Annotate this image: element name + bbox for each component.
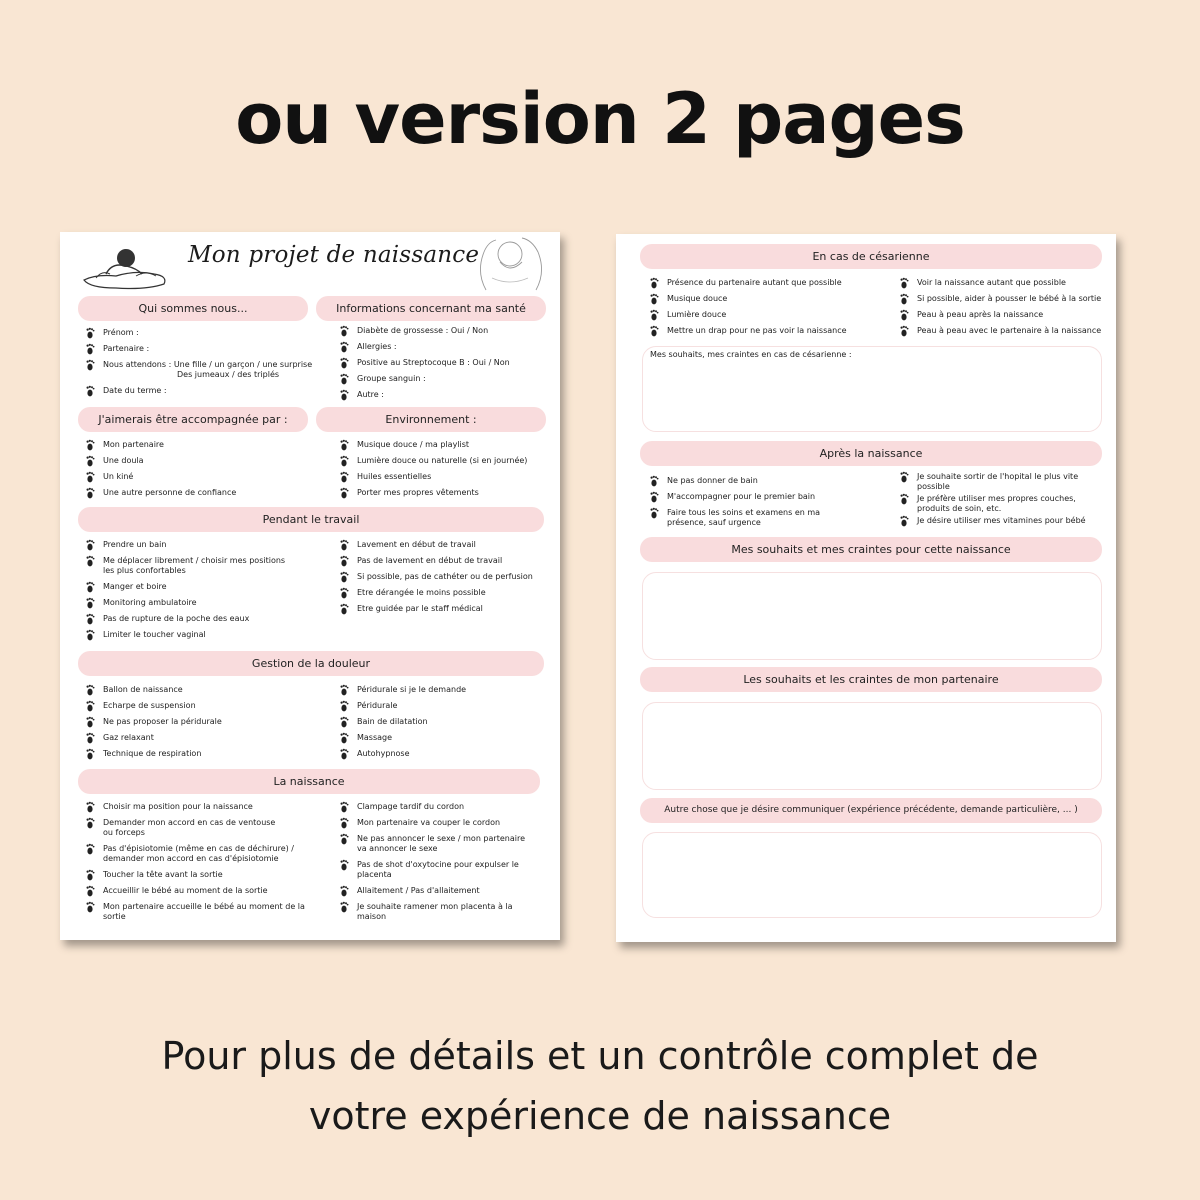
footprint-icon bbox=[85, 439, 96, 451]
list-item[interactable]: Ne pas proposer la péridurale bbox=[82, 717, 322, 727]
page-title: Mon projet de naissance bbox=[188, 242, 480, 268]
list-item-continuation: demander mon accord en cas d'épisiotomie bbox=[103, 854, 279, 863]
list-item[interactable]: Echarpe de suspension bbox=[82, 701, 322, 711]
footprint-icon bbox=[649, 277, 660, 289]
list-travail-right bbox=[336, 540, 550, 620]
list-item[interactable]: Autre : bbox=[336, 390, 546, 400]
list-naissance-left bbox=[82, 802, 322, 928]
footprint-icon bbox=[85, 869, 96, 881]
list-item[interactable]: Je souhaite ramener mon placenta à la bbox=[336, 902, 550, 912]
hands-holding-baby-illustration bbox=[466, 232, 550, 292]
footprint-icon bbox=[85, 748, 96, 760]
list-item[interactable]: Je souhaite sortir de l'hopital le plus vite bbox=[896, 472, 1112, 482]
list-item[interactable]: Date du terme : bbox=[82, 386, 322, 396]
list-item[interactable]: Etre guidée par le staff médical bbox=[336, 604, 550, 614]
list-item[interactable]: Toucher la tête avant la sortie bbox=[82, 870, 322, 880]
footprint-icon bbox=[339, 487, 350, 499]
footprint-icon bbox=[899, 293, 910, 305]
section-travail: Pendant le travail bbox=[78, 507, 544, 532]
list-item[interactable]: Allaitement / Pas d'allaitement bbox=[336, 886, 550, 896]
list-item[interactable]: Un kiné bbox=[82, 472, 322, 482]
list-item[interactable]: Pas de lavement en début de travail bbox=[336, 556, 550, 566]
list-item-continuation: ou forceps bbox=[103, 828, 145, 837]
section-sante: Informations concernant ma santé bbox=[316, 296, 546, 321]
list-item[interactable]: Huiles essentielles bbox=[336, 472, 546, 482]
partenaire-notes-box[interactable] bbox=[642, 702, 1102, 790]
souhaits-notes-box[interactable] bbox=[642, 572, 1102, 660]
footprint-icon bbox=[899, 309, 910, 321]
footprint-icon bbox=[339, 389, 350, 401]
list-item[interactable]: Demander mon accord en cas de ventouse bbox=[82, 818, 322, 828]
list-item[interactable]: Pas de rupture de la poche des eaux bbox=[82, 614, 322, 624]
footprint-icon bbox=[85, 581, 96, 593]
footprint-icon bbox=[339, 603, 350, 615]
footprint-icon bbox=[85, 327, 96, 339]
footprint-icon bbox=[339, 539, 350, 551]
list-item[interactable]: Présence du partenaire autant que possible bbox=[646, 278, 896, 288]
list-item[interactable]: Une doula bbox=[82, 456, 322, 466]
list-item[interactable]: Je désire utiliser mes vitamines pour bébé bbox=[896, 516, 1112, 526]
footprint-icon bbox=[339, 587, 350, 599]
footprint-icon bbox=[339, 700, 350, 712]
footprint-icon bbox=[85, 455, 96, 467]
section-accompagnee: J'aimerais être accompagnée par : bbox=[78, 407, 308, 432]
list-item[interactable]: Positive au Streptocoque B : Oui / Non bbox=[336, 358, 546, 368]
list-douleur-right bbox=[336, 685, 550, 765]
list-item-continuation: les plus confortables bbox=[103, 566, 186, 575]
footer-line-2: votre expérience de naissance bbox=[308, 1094, 892, 1138]
list-item[interactable]: Nous attendons : Une fille / un garçon / une surprise bbox=[82, 360, 322, 370]
list-item[interactable]: Musique douce bbox=[646, 294, 896, 304]
footprint-icon bbox=[339, 341, 350, 353]
section-autre: Autre chose que je désire communiquer (expérience précédente, demande particulière, ... ) bbox=[640, 798, 1102, 823]
footprint-icon bbox=[339, 684, 350, 696]
list-apres-left bbox=[646, 476, 886, 534]
list-item[interactable]: Groupe sanguin : bbox=[336, 374, 546, 384]
list-item[interactable]: Etre dérangée le moins possible bbox=[336, 588, 550, 598]
footprint-icon bbox=[339, 325, 350, 337]
list-item[interactable]: Mettre un drap pour ne pas voir la naissance bbox=[646, 326, 896, 336]
footprint-icon bbox=[85, 385, 96, 397]
list-item[interactable]: Monitoring ambulatoire bbox=[82, 598, 322, 608]
list-item[interactable]: Je préfère utiliser mes propres couches, bbox=[896, 494, 1112, 504]
footprint-icon bbox=[85, 885, 96, 897]
list-item[interactable]: M'accompagner pour le premier bain bbox=[646, 492, 886, 502]
baby-sleeping-illustration bbox=[76, 240, 172, 292]
footer-line-1: Pour plus de détails et un contrôle complet de bbox=[161, 1034, 1039, 1078]
list-item[interactable]: Mon partenaire va couper le cordon bbox=[336, 818, 550, 828]
footprint-icon bbox=[339, 748, 350, 760]
list-item-continuation: placenta bbox=[357, 870, 392, 879]
list-sante bbox=[336, 326, 546, 406]
footprint-icon bbox=[85, 684, 96, 696]
list-item[interactable]: Lavement en début de travail bbox=[336, 540, 550, 550]
list-item[interactable]: Gaz relaxant bbox=[82, 733, 322, 743]
footprint-icon bbox=[899, 515, 910, 527]
list-item[interactable]: Partenaire : bbox=[82, 344, 322, 354]
list-item-continuation: maison bbox=[357, 912, 387, 921]
section-qui-sommes-nous: Qui sommes nous... bbox=[78, 296, 308, 321]
list-item[interactable]: Mon partenaire bbox=[82, 440, 322, 450]
section-douleur: Gestion de la douleur bbox=[78, 651, 544, 676]
list-travail-left bbox=[82, 540, 322, 646]
footprint-icon bbox=[85, 343, 96, 355]
footprint-icon bbox=[85, 629, 96, 641]
footprint-icon bbox=[339, 801, 350, 813]
list-item[interactable]: Allergies : bbox=[336, 342, 546, 352]
footprint-icon bbox=[649, 293, 660, 305]
list-item[interactable]: Accueillir le bébé au moment de la sortie bbox=[82, 886, 322, 896]
list-item[interactable]: Musique douce / ma playlist bbox=[336, 440, 546, 450]
footprint-icon bbox=[85, 597, 96, 609]
list-item-continuation: possible bbox=[917, 482, 950, 491]
list-item[interactable]: Limiter le toucher vaginal bbox=[82, 630, 322, 640]
footprint-icon bbox=[649, 491, 660, 503]
footprint-icon bbox=[339, 471, 350, 483]
page-two bbox=[616, 234, 1116, 942]
list-item-continuation: sortie bbox=[103, 912, 126, 921]
list-item[interactable]: Porter mes propres vêtements bbox=[336, 488, 546, 498]
footprint-icon bbox=[339, 885, 350, 897]
footprint-icon bbox=[85, 539, 96, 551]
footprint-icon bbox=[85, 487, 96, 499]
list-item[interactable]: Massage bbox=[336, 733, 550, 743]
footprint-icon bbox=[85, 732, 96, 744]
footprint-icon bbox=[339, 439, 350, 451]
list-item[interactable]: Lumière douce ou naturelle (si en journée) bbox=[336, 456, 546, 466]
footprint-icon bbox=[85, 716, 96, 728]
list-item[interactable]: Ballon de naissance bbox=[82, 685, 322, 695]
footprint-icon bbox=[339, 555, 350, 567]
list-item[interactable]: Clampage tardif du cordon bbox=[336, 802, 550, 812]
list-item[interactable]: Pas de shot d'oxytocine pour expulser le bbox=[336, 860, 550, 870]
section-souhaits: Mes souhaits et mes craintes pour cette naissance bbox=[640, 537, 1102, 562]
list-item[interactable]: Faire tous les soins et examens en ma bbox=[646, 508, 886, 518]
list-item[interactable]: Bain de dilatation bbox=[336, 717, 550, 727]
list-cesarienne-right bbox=[896, 278, 1112, 342]
list-naissance-right bbox=[336, 802, 550, 928]
list-item[interactable]: Voir la naissance autant que possible bbox=[896, 278, 1112, 288]
list-item-continuation: présence, sauf urgence bbox=[667, 518, 761, 527]
list-item[interactable]: Ne pas annoncer le sexe / mon partenaire bbox=[336, 834, 550, 844]
footprint-icon bbox=[85, 801, 96, 813]
footprint-icon bbox=[899, 325, 910, 337]
footprint-icon bbox=[649, 325, 660, 337]
section-apres-naissance: Après la naissance bbox=[640, 441, 1102, 466]
list-item[interactable]: Si possible, pas de cathéter ou de perfusion bbox=[336, 572, 550, 582]
list-item[interactable]: Ne pas donner de bain bbox=[646, 476, 886, 486]
list-item[interactable]: Peau à peau avec le partenaire à la naissance bbox=[896, 326, 1112, 336]
list-item[interactable]: Lumière douce bbox=[646, 310, 896, 320]
list-item[interactable]: Technique de respiration bbox=[82, 749, 322, 759]
headline: ou version 2 pages bbox=[235, 78, 965, 160]
autre-notes-box[interactable] bbox=[642, 832, 1102, 918]
list-item-continuation: Des jumeaux / des triplés bbox=[177, 370, 280, 379]
footprint-icon bbox=[339, 373, 350, 385]
list-item[interactable]: Péridurale si je le demande bbox=[336, 685, 550, 695]
list-item[interactable]: Prendre un bain bbox=[82, 540, 322, 550]
footprint-icon bbox=[85, 471, 96, 483]
footprint-icon bbox=[649, 475, 660, 487]
footprint-icon bbox=[339, 455, 350, 467]
list-environnement bbox=[336, 440, 546, 504]
footprint-icon bbox=[85, 700, 96, 712]
list-item[interactable]: Manger et boire bbox=[82, 582, 322, 592]
list-item[interactable]: Une autre personne de confiance bbox=[82, 488, 322, 498]
section-partenaire: Les souhaits et les craintes de mon partenaire bbox=[640, 667, 1102, 692]
list-cesarienne-left bbox=[646, 278, 896, 342]
list-item[interactable]: Pas d'épisiotomie (même en cas de déchirure) / bbox=[82, 844, 322, 854]
footer-caption bbox=[0, 1026, 1200, 1146]
list-item-continuation: produits de soin, etc. bbox=[917, 504, 1002, 513]
list-item[interactable]: Choisir ma position pour la naissance bbox=[82, 802, 322, 812]
footprint-icon bbox=[339, 571, 350, 583]
footprint-icon bbox=[339, 732, 350, 744]
list-apres-right bbox=[896, 472, 1112, 532]
cesarienne-notes-label: Mes souhaits, mes craintes en cas de césarienne : bbox=[650, 350, 852, 359]
section-environnement: Environnement : bbox=[316, 407, 546, 432]
section-cesarienne: En cas de césarienne bbox=[640, 244, 1102, 269]
page-one bbox=[60, 232, 560, 940]
footprint-icon bbox=[339, 716, 350, 728]
list-item[interactable]: Autohypnose bbox=[336, 749, 550, 759]
list-item[interactable]: Péridurale bbox=[336, 701, 550, 711]
footprint-icon bbox=[339, 357, 350, 369]
list-item[interactable]: Si possible, aider à pousser le bébé à la sortie bbox=[896, 294, 1112, 304]
list-item[interactable]: Prénom : bbox=[82, 328, 322, 338]
list-douleur-left bbox=[82, 685, 322, 765]
list-item[interactable]: Peau à peau après la naissance bbox=[896, 310, 1112, 320]
list-item[interactable]: Diabète de grossesse : Oui / Non bbox=[336, 326, 546, 336]
footprint-icon bbox=[649, 309, 660, 321]
list-item-continuation: va annoncer le sexe bbox=[357, 844, 438, 853]
footprint-icon bbox=[899, 277, 910, 289]
list-qui bbox=[82, 328, 322, 402]
list-accompagnee bbox=[82, 440, 322, 504]
footprint-icon bbox=[339, 817, 350, 829]
footprint-icon bbox=[85, 613, 96, 625]
list-item[interactable]: Mon partenaire accueille le bébé au moment de la bbox=[82, 902, 322, 912]
section-naissance: La naissance bbox=[78, 769, 540, 794]
list-item[interactable]: Me déplacer librement / choisir mes positions bbox=[82, 556, 322, 566]
